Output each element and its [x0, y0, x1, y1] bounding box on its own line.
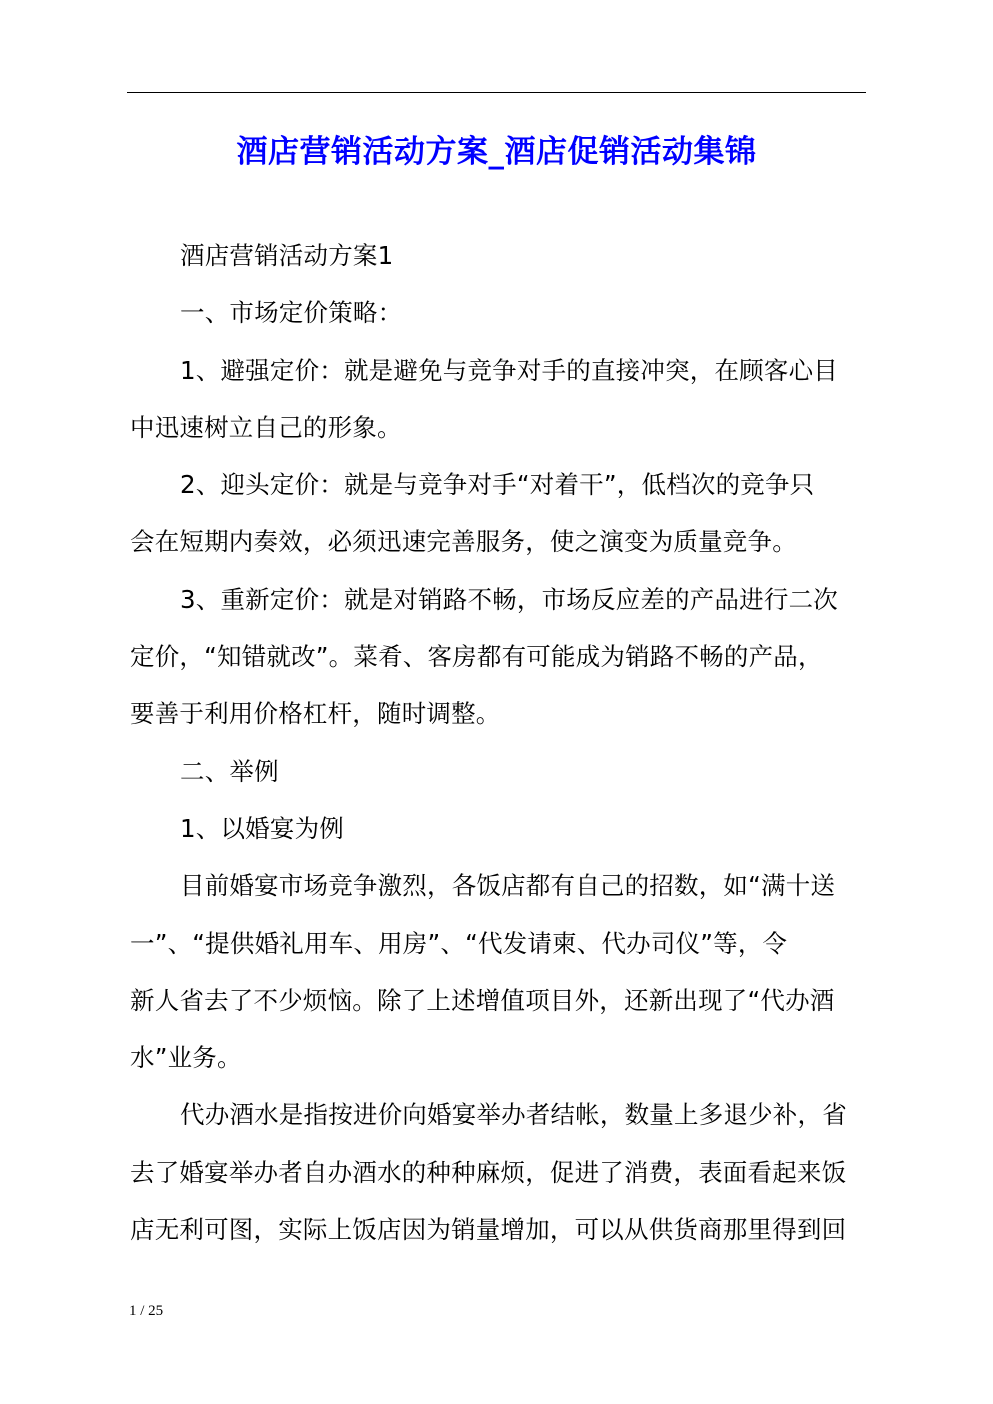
- text-line: 3、重新定价：就是对销路不畅，市场反应差的产品进行二次: [180, 584, 838, 614]
- text-line: 定价，“知错就改”。菜肴、客房都有可能成为销路不畅的产品，: [130, 642, 823, 672]
- text-line: 2、迎头定价：就是与竞争对手“对着干”，低档次的竞争只: [180, 470, 815, 500]
- text-line: 1、以婚宴为例: [180, 813, 344, 843]
- text-line: 水”业务。: [130, 1043, 242, 1073]
- paragraph: [130, 284, 860, 341]
- paragraph: [130, 800, 860, 857]
- text-line: 会在短期内奏效，必须迅速完善服务，使之演变为质量竞争。: [130, 527, 797, 557]
- header-rule: [127, 92, 866, 93]
- text-line: 新人省去了不少烦恼。除了上述增值项目外，还新出现了“代办酒: [130, 985, 835, 1015]
- document-title: 酒店营销活动方案_酒店促销活动集锦: [236, 134, 757, 170]
- text-line: 二、举例: [180, 756, 279, 786]
- text-line: 目前婚宴市场竞争激烈，各饭店都有自己的招数，如“满十送: [180, 871, 836, 901]
- paragraph: [130, 743, 860, 800]
- text-line: 中迅速树立自己的形象。: [130, 412, 402, 442]
- paragraph: [130, 857, 860, 1086]
- paragraph: [130, 342, 860, 457]
- text-line: 去了婚宴举办者自办酒水的种种麻烦，促进了消费，表面看起来饭: [130, 1157, 847, 1187]
- text-line: 酒店营销活动方案1: [180, 241, 394, 270]
- paragraph: [130, 227, 860, 284]
- paragraph: [130, 571, 860, 743]
- document-body: [130, 227, 860, 1258]
- page-number: 1 / 25: [129, 1303, 164, 1319]
- paragraph: [130, 1086, 860, 1258]
- text-line: 要善于利用价格杠杆，随时调整。: [130, 699, 501, 729]
- paragraph: [130, 456, 860, 571]
- text-line: 店无利可图，实际上饭店因为销量增加，可以从供货商那里得到回: [130, 1215, 847, 1245]
- text-line: 一、市场定价策略：: [180, 298, 403, 328]
- text-line: 代办酒水是指按进价向婚宴举办者结帐，数量上多退少补，省: [180, 1100, 847, 1130]
- text-line: 一”、“提供婚礼用车、用房”、“代发请柬、代办司仪”等，令: [130, 928, 788, 958]
- text-line: 1、避强定价：就是避免与竞争对手的直接冲突，在顾客心目: [180, 355, 838, 385]
